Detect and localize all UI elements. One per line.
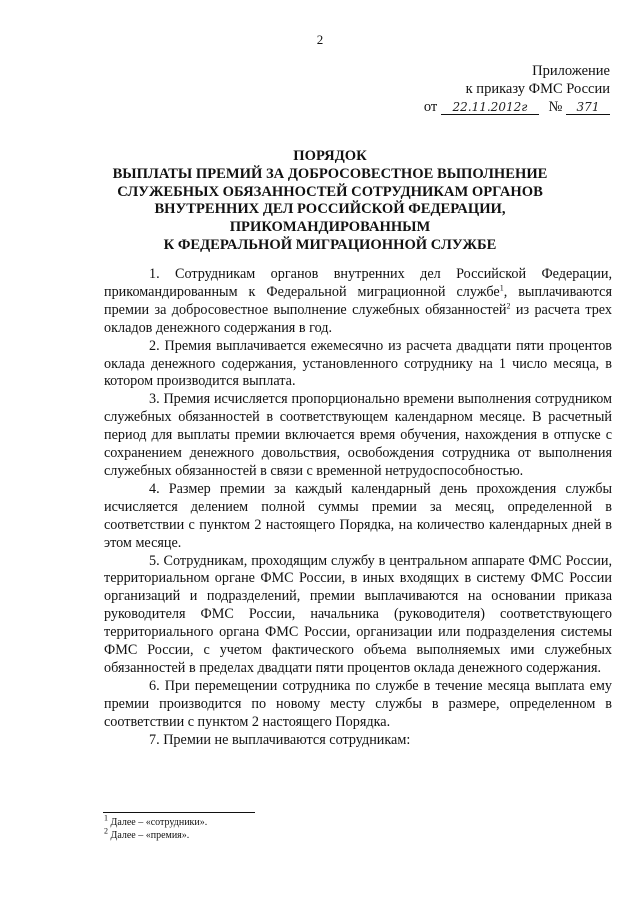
paragraph-6: 6. При перемещении сотрудника по службе в течение месяца выплата ему премии производится по новому месту службы в размере, определенном в соответствии с пунктом 2 настоящего Порядка. [104, 677, 612, 730]
footnote-divider [103, 812, 255, 813]
footnote-ref-1: 1 [499, 283, 504, 293]
document-body [104, 266, 612, 749]
appendix-block [424, 62, 610, 116]
footnote-2-mark: 2 [104, 826, 108, 836]
footnote-2 [104, 826, 207, 843]
footnote-1 [104, 813, 208, 830]
handwritten-date: 22.11.2012г [441, 100, 539, 115]
document-title [60, 148, 600, 255]
appendix-order-reference: к приказу ФМС России [465, 81, 610, 97]
title-line: ПОРЯДОК [293, 148, 367, 164]
title-line: К ФЕДЕРАЛЬНОЙ МИГРАЦИОННОЙ СЛУЖБЕ [163, 236, 497, 253]
paragraph-1-text-b: , выплачиваются премии за добросовестное выполнение служебных обязанностей [104, 283, 613, 318]
number-label: № [548, 99, 563, 115]
handwritten-number: 371 [566, 100, 610, 115]
footnote-2-text: Далее – «премия». [108, 829, 190, 841]
paragraph-5: 5. Сотрудникам, проходящим службу в центральном аппарате ФМС России, территориальном органе ФМС России, в иных входящих в систему ФМС России организаций и подразделений, премии выплачиваются на основании приказа руководителя ФМС России, начальника (руководителя) соответствующего территориального органа ФМС России, организации или подразделения системы ФМС России, с учетом фактического объема выполняемых ими служебных обязанностей в пределах двадцати пяти процентов оклада денежного содержания. [104, 552, 612, 676]
title-line: ВНУТРЕННИХ ДЕЛ РОССИЙСКОЙ ФЕДЕРАЦИИ, [154, 201, 506, 218]
footnote-1-mark: 1 [104, 813, 108, 823]
paragraph-3: 3. Премия исчисляется пропорционально времени выполнения сотрудником служебных обязанностей в соответствующем календарном месяце. В расчетный период для выплаты премии включается время обучения, нахождения в отпуске с сохранением денежного довольствия, освобождения сотрудника от выполнения служебных обязанностей в связи с временной нетрудоспособностью. [104, 391, 612, 479]
footnotes [104, 813, 208, 842]
order-date-number-line [424, 98, 610, 116]
paragraph-1-text-c: из расчета трех окладов денежного содержания в год. [104, 301, 613, 336]
paragraph-7: 7. Премии не выплачиваются сотрудникам: [149, 731, 411, 748]
page-number: 2 [316, 32, 324, 47]
paragraph-4: 4. Размер премии за каждый календарный день прохождения службы исчисляется делением полной суммы премии за месяц, определенной в соответствии с пунктом 2 настоящего Порядка, на количество календарных дней в этом месяце. [104, 480, 612, 551]
appendix-label: Приложение [532, 63, 610, 79]
title-line: СЛУЖЕБНЫХ ОБЯЗАННОСТЕЙ СОТРУДНИКАМ ОРГАНОВ [117, 183, 543, 200]
title-line: ВЫПЛАТЫ ПРЕМИЙ ЗА ДОБРОСОВЕСТНОЕ ВЫПОЛНЕНИЕ [112, 165, 548, 182]
footnote-1-text: Далее – «сотрудники». [108, 817, 208, 828]
from-label: от [423, 99, 438, 115]
title-line: ПРИКОМАНДИРОВАННЫМ [229, 219, 431, 236]
paragraph-1-text-a: 1. Сотрудникам органов внутренних дел Российской Федерации, прикомандированным к Федеральной миграционной службе [104, 266, 612, 300]
paragraph-1 [104, 266, 612, 338]
paragraph-2: 2. Премия выплачивается ежемесячно из расчета двадцати пяти процентов оклада денежного содержания, установленного сотруднику на 1 число месяца, в котором производится выплата. [104, 337, 612, 390]
footnote-ref-2: 2 [506, 301, 511, 311]
